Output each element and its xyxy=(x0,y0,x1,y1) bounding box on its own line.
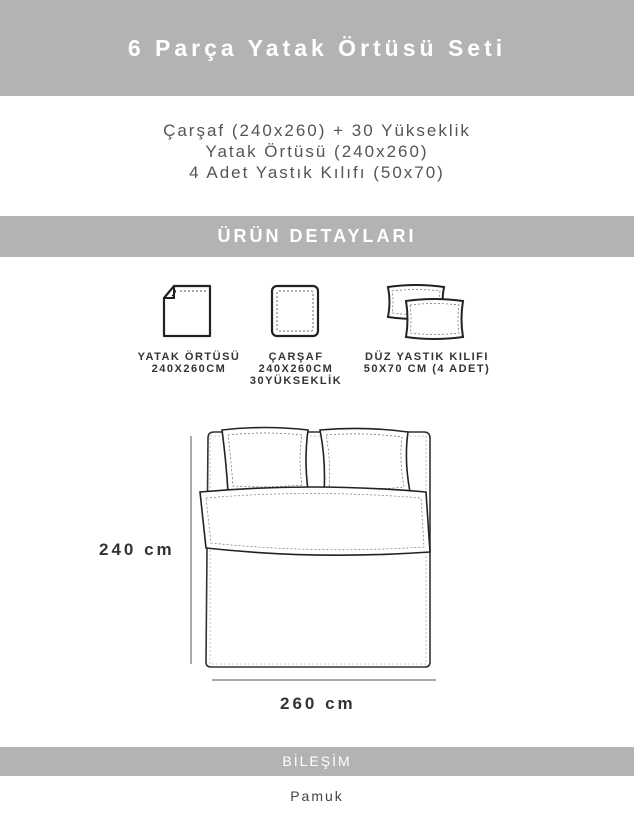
content-line: 4 Adet Yastık Kılıfı (50x70) xyxy=(189,163,445,182)
composition-band xyxy=(0,747,634,776)
pillowcase-icon xyxy=(384,282,468,342)
width-dimension-label: 260 cm xyxy=(280,694,356,713)
details-title: ÜRÜN DETAYLARI xyxy=(217,226,417,246)
page-title: 6 Parça Yatak Örtüsü Seti xyxy=(127,35,507,61)
height-dimension-label: 240 cm xyxy=(99,540,175,559)
material-text: Pamuk xyxy=(290,788,344,804)
sheet-icon xyxy=(268,282,322,340)
sheet-label: ÇARŞAF 240X260CM 30YÜKSEKLİK xyxy=(249,351,343,387)
content-line: Yatak Örtüsü (240x260) xyxy=(205,142,429,161)
bed-diagram xyxy=(180,420,450,690)
title-band xyxy=(0,0,634,96)
details-band xyxy=(0,216,634,257)
composition-title: BİLEŞİM xyxy=(282,753,352,769)
pillowcase-label: DÜZ YASTIK KILIFI 50X70 CM (4 ADET) xyxy=(363,351,491,375)
set-contents xyxy=(0,120,634,183)
bedspread-label: YATAK ÖRTÜSÜ 240X260CM xyxy=(137,351,241,375)
bedspread-icon xyxy=(160,282,214,340)
content-line: Çarşaf (240x260) + 30 Yükseklik xyxy=(163,121,471,140)
